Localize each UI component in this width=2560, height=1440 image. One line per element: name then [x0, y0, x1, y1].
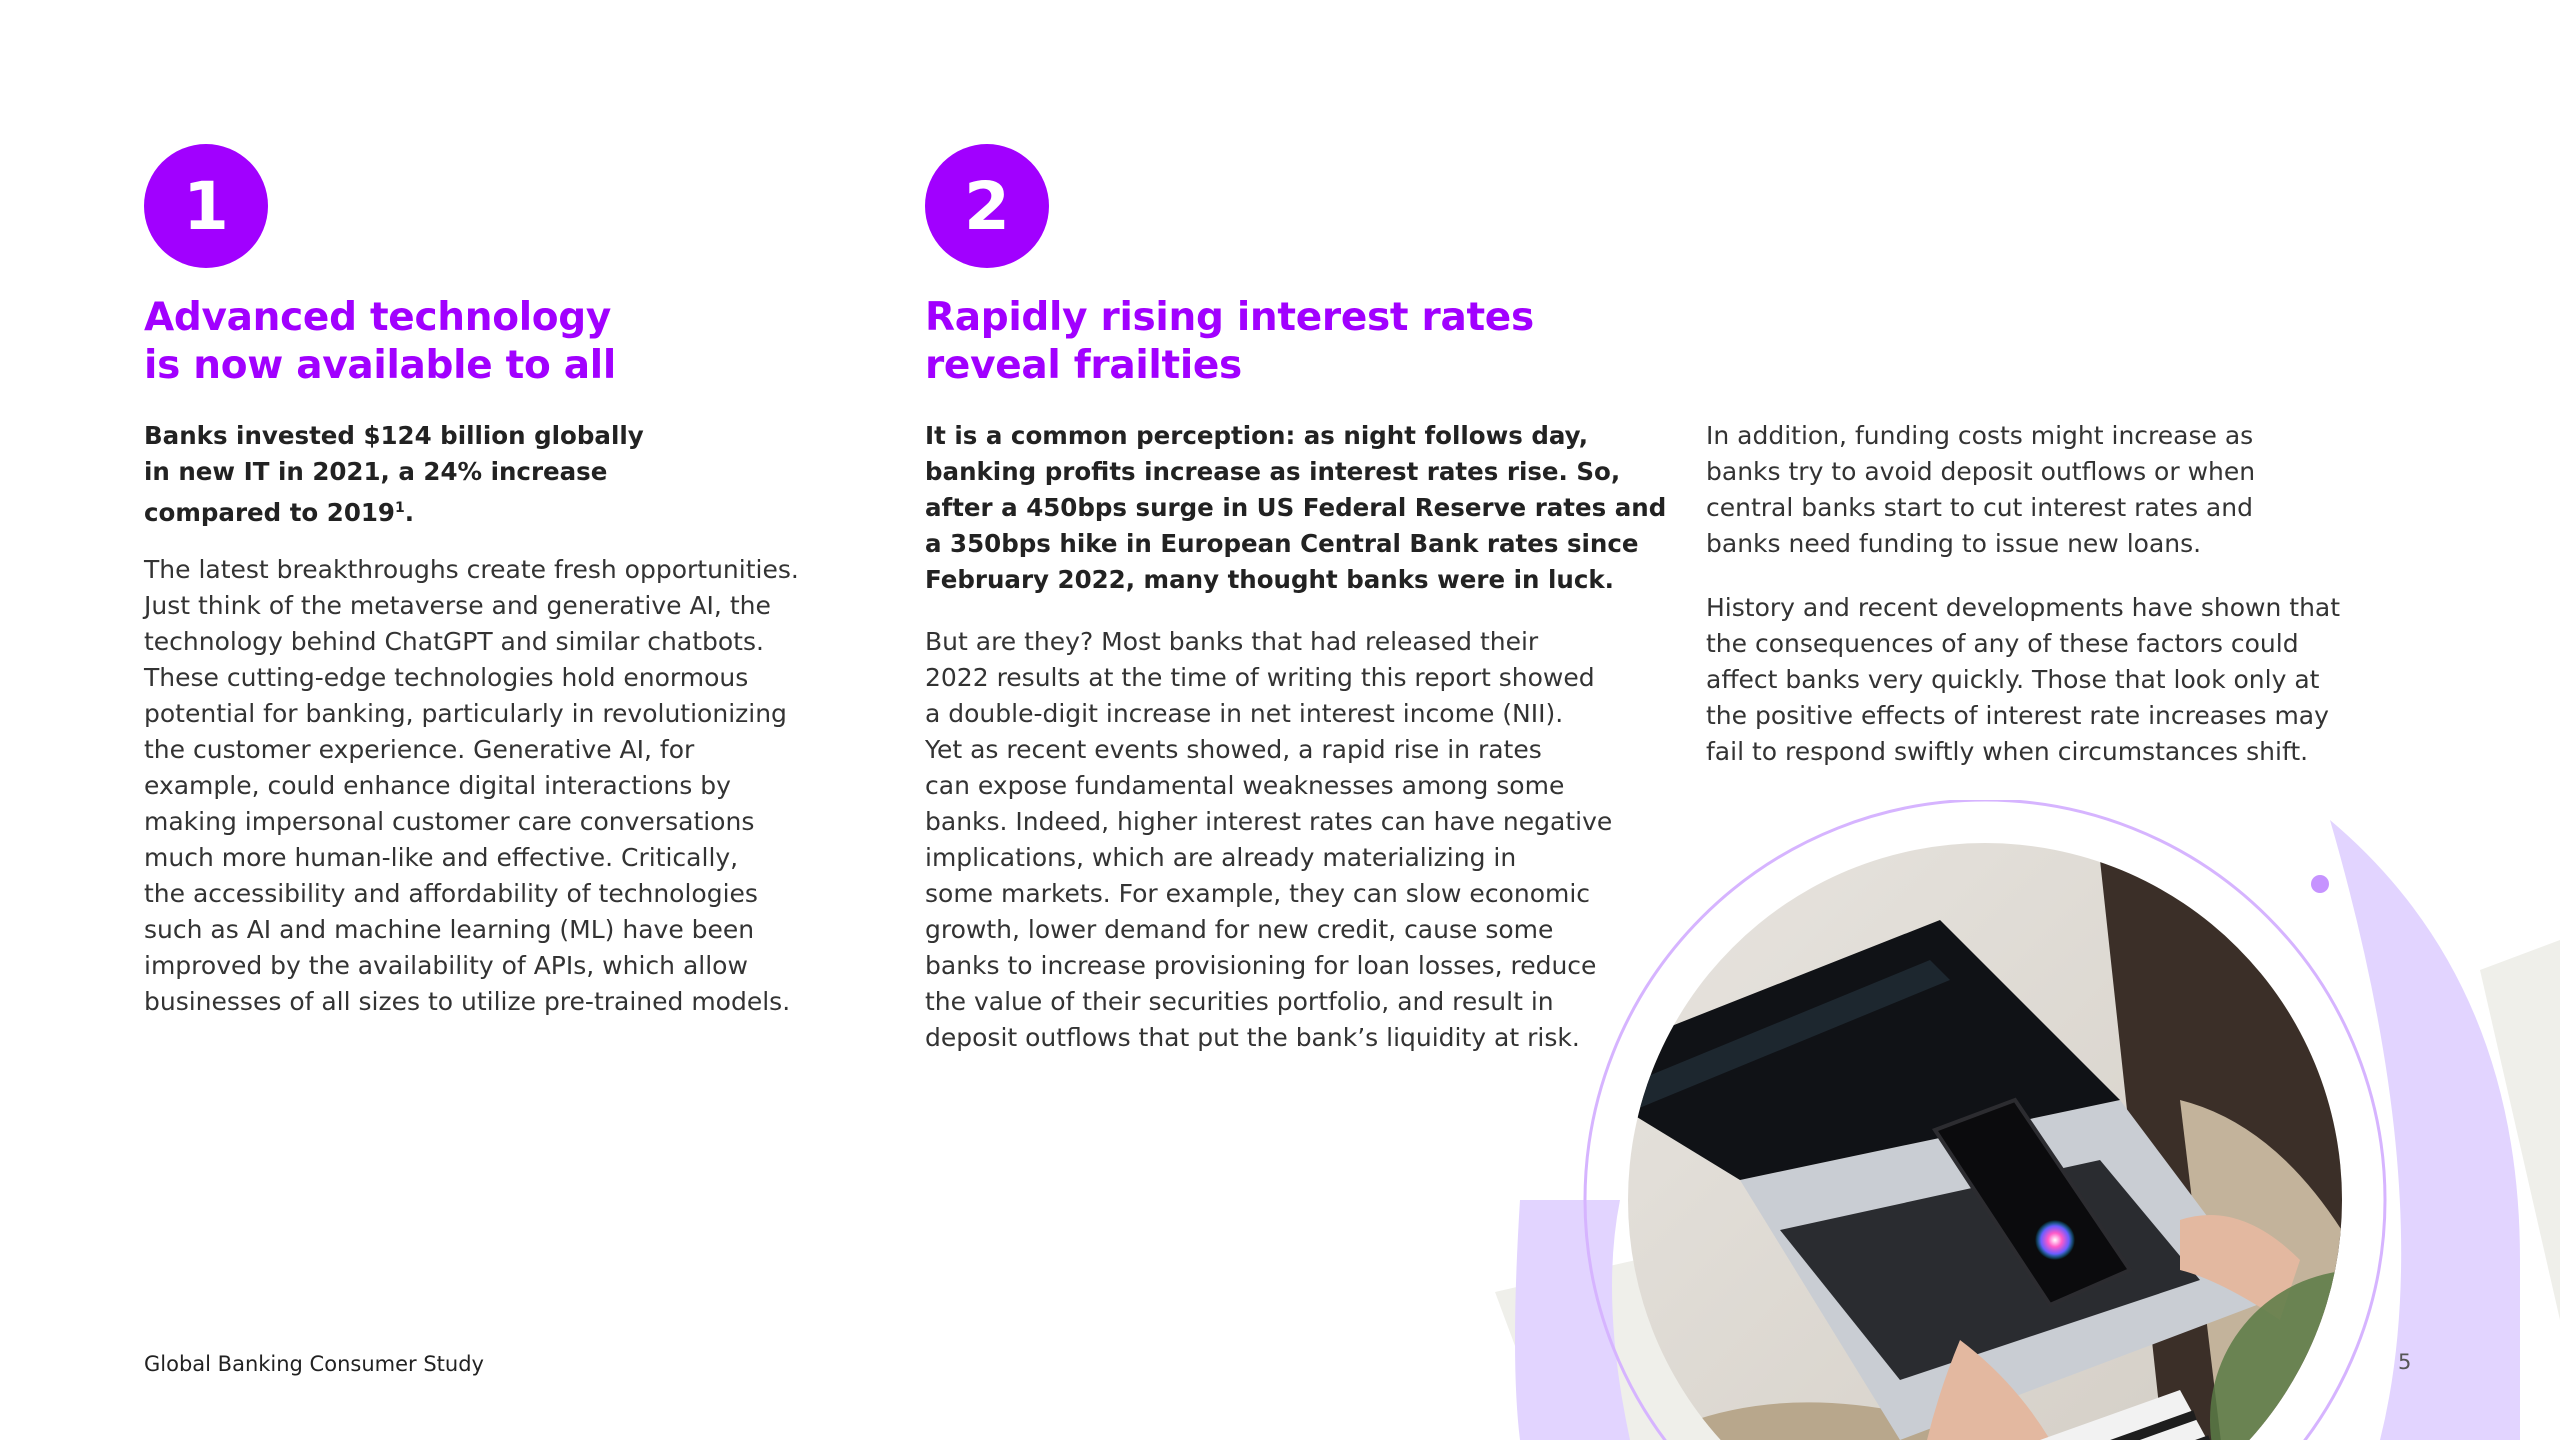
- body-line: example, could enhance digital interactions by: [144, 771, 731, 800]
- footer-title: Global Banking Consumer Study: [144, 1352, 484, 1376]
- body-line: banks try to avoid deposit outflows or when: [1706, 457, 2256, 486]
- body-line: These cutting-edge technologies hold enormous: [144, 663, 749, 692]
- lead-line: It is a common perception: as night follows day,: [925, 421, 1589, 450]
- section-1-title-line-1: Advanced technology: [144, 295, 612, 340]
- body-line: Just think of the metaverse and generative AI, the: [144, 591, 771, 620]
- body-line: deposit outflows that put the bank’s liquidity at risk.: [925, 1023, 1580, 1052]
- section-2-number: 2: [964, 167, 1010, 245]
- body-line: businesses of all sizes to utilize pre-trained models.: [144, 987, 791, 1016]
- body-line: In addition, funding costs might increase as: [1706, 421, 2254, 450]
- body-line: But are they? Most banks that had released their: [925, 627, 1539, 656]
- body-line: improved by the availability of APIs, which allow: [144, 951, 748, 980]
- body-line: Yet as recent events showed, a rapid rise in rates: [925, 735, 1542, 764]
- section-1-lead-end: .: [404, 498, 415, 528]
- body-line: 2022 results at the time of writing this report showed: [925, 663, 1595, 692]
- section-2-heading: [925, 294, 1534, 390]
- body-line: banks to increase provisioning for loan losses, reduce: [925, 951, 1597, 980]
- body-line: such as AI and machine learning (ML) have been: [144, 915, 755, 944]
- section-1-lead: [144, 418, 644, 531]
- body-line: implications, which are already materializing in: [925, 843, 1517, 872]
- body-line: the accessibility and affordability of technologies: [144, 879, 758, 908]
- section-1-lead-line: Banks invested $124 billion globally: [144, 421, 644, 450]
- section-2-title-line-2: reveal frailties: [925, 343, 1242, 388]
- body-line: The latest breakthroughs create fresh opportunities.: [144, 555, 799, 584]
- section-1-lead-line: in new IT in 2021, a 24% increase: [144, 457, 608, 486]
- body-line: can expose fundamental weaknesses among some: [925, 771, 1565, 800]
- body-line: a double-digit increase in net interest income (NII).: [925, 699, 1564, 728]
- section-1-lead-line: compared to 2019: [144, 498, 395, 528]
- lead-line: after a 450bps surge in US Federal Reserve rates and: [925, 493, 1667, 522]
- body-line: fail to respond swiftly when circumstances shift.: [1706, 737, 2309, 766]
- body-line: banks. Indeed, higher interest rates can have negative: [925, 807, 1613, 836]
- body-line: banks need funding to issue new loans.: [1706, 529, 2202, 558]
- footnote-marker: 1: [394, 500, 405, 516]
- body-line: the customer experience. Generative AI, for: [144, 735, 695, 764]
- section-1-title-line-2: is now available to all: [144, 343, 616, 388]
- lead-line: February 2022, many thought banks were in luck.: [925, 565, 1614, 594]
- body-line: technology behind ChatGPT and similar chatbots.: [144, 627, 764, 656]
- section-1-body: [144, 552, 799, 1020]
- section-3-paragraph-1: [1706, 418, 2255, 562]
- body-line: the positive effects of interest rate increases may: [1706, 701, 2329, 730]
- section-3-paragraph-2: [1706, 590, 2340, 770]
- body-line: the consequences of any of these factors could: [1706, 629, 2299, 658]
- section-1-number-badge: [144, 144, 268, 268]
- ring-dot: [2311, 875, 2329, 893]
- body-line: affect banks very quickly. Those that look only at: [1706, 665, 2320, 694]
- section-2-number-badge: [925, 144, 1049, 268]
- section-2-title-line-1: Rapidly rising interest rates: [925, 295, 1534, 340]
- body-line: much more human-like and effective. Critically,: [144, 843, 739, 872]
- body-line: some markets. For example, they can slow economic: [925, 879, 1591, 908]
- body-line: History and recent developments have shown that: [1706, 593, 2341, 622]
- page-number: 5: [2398, 1350, 2412, 1374]
- section-2-lead: [925, 418, 1666, 598]
- body-line: potential for banking, particularly in revolutionizing: [144, 699, 787, 728]
- lead-line: banking profits increase as interest rates rise. So,: [925, 457, 1621, 486]
- section-1-number: 1: [183, 167, 229, 245]
- lead-line: a 350bps hike in European Central Bank rates since: [925, 529, 1639, 558]
- body-line: the value of their securities portfolio, and result in: [925, 987, 1554, 1016]
- body-line: growth, lower demand for new credit, cause some: [925, 915, 1554, 944]
- body-line: central banks start to cut interest rates and: [1706, 493, 2253, 522]
- body-line: making impersonal customer care conversations: [144, 807, 755, 836]
- person-using-laptop-and-phone-photo-icon: [1480, 800, 2560, 1440]
- section-1-heading: [144, 294, 616, 390]
